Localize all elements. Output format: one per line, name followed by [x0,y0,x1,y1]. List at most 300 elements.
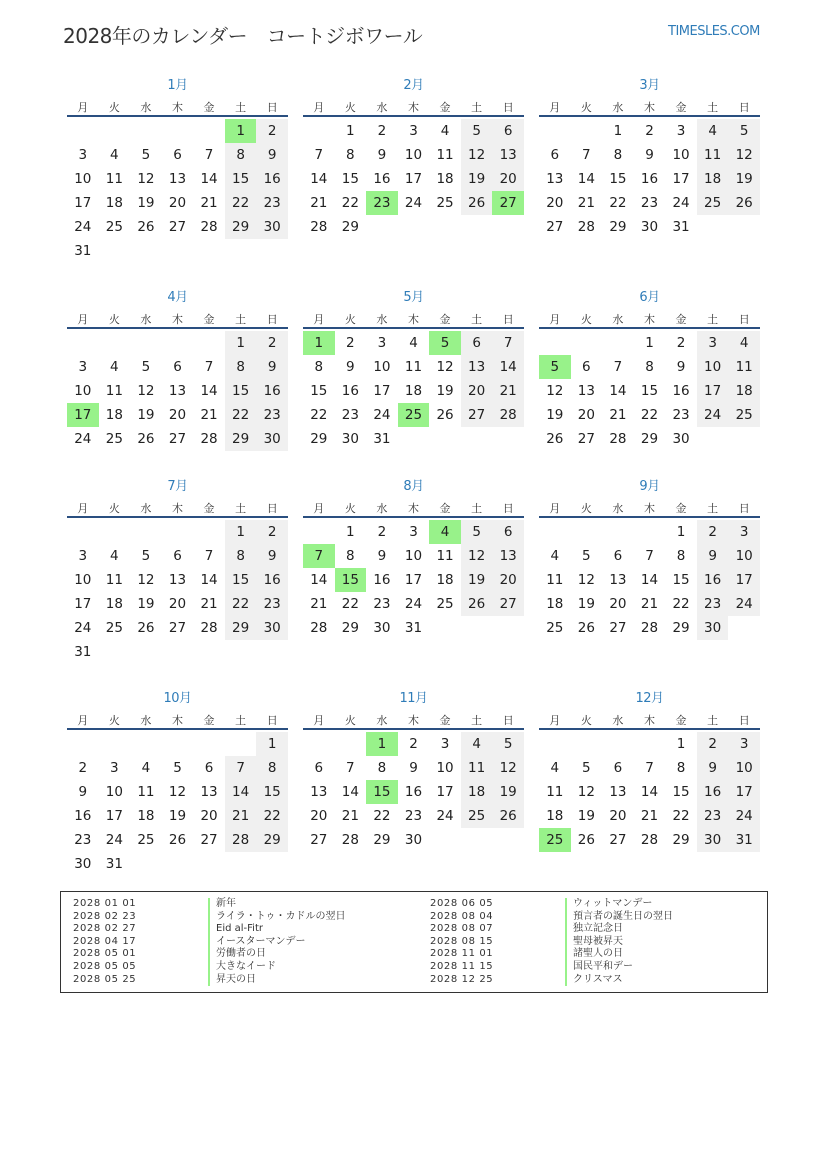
holiday-date: 2028 02 23 [73,910,137,922]
day-cell: 15 [225,167,257,191]
day-cell: 4 [440,123,450,139]
day-cell: 5 [728,119,760,143]
day-cell: 17 [436,784,454,800]
day-cell: 18 [404,383,423,399]
day-cell: 23 [256,403,288,427]
day-cell: 6 [550,147,560,163]
day-cell: 15 [310,383,328,399]
day-cell: 3 [409,123,418,139]
day-cell: 15 [225,568,257,592]
day-cell: 17 [404,572,423,588]
weekday-label: 木 [407,101,419,114]
day-cell: 30 [404,832,423,848]
day-cell: 3 [440,736,450,752]
day-cell: 23 [256,592,288,616]
day-cell: 8 [613,147,623,163]
day-cell: 16 [373,171,391,187]
day-cell: 7 [204,548,214,564]
holiday-name: 国民平和デー [565,961,633,974]
month-title: 9月 [639,479,660,494]
day-cell: 11 [137,784,155,800]
day-cell: 16 [672,383,690,399]
weekday-label: 水 [376,502,388,515]
day-cell: 8 [225,143,257,167]
day-cell: 14 [640,784,659,800]
day-cell: 8 [346,548,355,564]
weekday-label: 土 [235,502,247,515]
day-cell: 5 [461,520,493,544]
weekday-label: 土 [707,714,719,727]
day-cell: 25 [105,620,123,636]
day-cell: 22 [310,407,328,423]
day-cell: 25 [105,219,123,235]
weekday-label: 水 [612,714,624,727]
weekday-label: 土 [707,101,719,114]
holiday-name: 昇天の日 [208,974,256,987]
day-cell: 13 [609,784,627,800]
day-cell: 16 [256,568,288,592]
day-cell: 28 [341,832,359,848]
day-cell: 24 [404,596,423,612]
holiday-name: 新年 [208,898,236,911]
day-cell: 8 [346,147,355,163]
weekday-label: 火 [108,313,120,326]
day-cell: 18 [105,195,123,211]
day-cell: 28 [310,219,328,235]
holiday-date: 2028 08 15 [430,935,494,947]
weekday-label: 金 [439,714,451,727]
day-cell: 24 [404,195,423,211]
day-cell: 2 [346,335,355,351]
weekday-label: 月 [313,101,325,114]
day-cell: 20 [461,379,493,403]
day-cell: 21 [200,596,218,612]
day-cell: 1 [676,524,686,540]
day-cell: 21 [640,808,659,824]
day-cell: 26 [461,592,493,616]
day-cell: 13 [461,355,493,379]
day-cell: 7 [613,359,623,375]
weekday-label: 火 [344,313,356,326]
holiday-day-cell: 17 [67,403,99,427]
day-cell: 5 [173,760,182,776]
day-cell: 20 [168,195,187,211]
day-cell: 28 [200,219,218,235]
holiday-name: ウィットマンデー [565,898,652,911]
weekday-label: 木 [643,313,655,326]
day-cell: 29 [225,427,257,451]
day-cell: 13 [609,572,627,588]
day-cell: 10 [74,383,92,399]
day-cell: 30 [256,616,288,640]
weekday-label: 月 [313,714,325,727]
day-cell: 20 [609,596,627,612]
day-cell: 4 [461,732,493,756]
day-cell: 2 [697,732,729,756]
day-cell: 6 [492,520,524,544]
day-cell: 22 [672,596,690,612]
day-cell: 2 [78,760,88,776]
day-cell: 26 [461,191,493,215]
day-cell: 26 [137,431,155,447]
holiday-name: 諸聖人の日 [565,948,623,961]
day-cell: 1 [613,123,623,139]
day-cell: 26 [546,431,564,447]
day-cell: 20 [310,808,328,824]
holiday-date: 2028 11 01 [430,948,494,960]
day-cell: 3 [409,524,418,540]
day-cell: 3 [78,147,88,163]
day-cell: 28 [609,431,627,447]
day-cell: 6 [613,760,623,776]
weekday-label: 日 [266,101,278,114]
day-cell: 16 [373,572,391,588]
day-cell: 5 [141,147,151,163]
day-cell: 15 [256,780,288,804]
weekday-label: 月 [313,502,325,515]
holiday-date: 2028 11 15 [430,960,494,972]
weekday-label: 火 [580,714,592,727]
day-cell: 15 [609,171,627,187]
day-cell: 29 [341,219,359,235]
day-cell: 13 [577,383,595,399]
weekday-label: 火 [108,101,120,114]
day-cell: 30 [256,215,288,239]
day-cell: 16 [640,171,659,187]
day-cell: 18 [546,596,564,612]
weekday-header [303,309,524,329]
weekday-label: 土 [235,101,247,114]
day-cell: 9 [78,784,88,800]
day-cell: 5 [461,119,493,143]
day-cell: 17 [373,383,391,399]
day-cell: 29 [373,832,391,848]
day-cell: 31 [728,828,760,852]
day-cell: 19 [436,383,454,399]
weekday-label: 金 [439,101,451,114]
day-cell: 3 [110,760,119,776]
day-cell: 13 [492,544,524,568]
day-cell: 13 [310,784,328,800]
day-cell: 22 [225,191,257,215]
day-cell: 12 [461,143,493,167]
weekday-label: 金 [439,502,451,515]
weekday-label: 木 [171,313,183,326]
holiday-date: 2028 05 05 [73,960,137,972]
day-cell: 14 [492,355,524,379]
day-cell: 3 [78,548,88,564]
weekday-label: 火 [344,101,356,114]
day-cell: 16 [74,808,92,824]
day-cell: 11 [105,383,123,399]
day-cell: 8 [676,548,686,564]
day-cell: 25 [728,403,760,427]
day-cell: 25 [436,596,454,612]
day-cell: 17 [74,195,92,211]
day-cell: 6 [173,147,182,163]
day-cell: 29 [640,431,659,447]
day-cell: 2 [377,524,387,540]
day-cell: 4 [697,119,729,143]
day-cell: 20 [168,407,187,423]
day-cell: 4 [728,331,760,355]
weekday-label: 火 [580,313,592,326]
month-title: 7月 [167,479,188,494]
holiday-day-cell: 25 [539,828,571,852]
day-cell: 31 [74,644,92,660]
month-title: 3月 [639,78,660,93]
weekday-label: 金 [203,502,215,515]
day-cell: 21 [577,195,595,211]
day-cell: 15 [640,383,659,399]
day-cell: 29 [672,832,690,848]
day-cell: 10 [373,359,391,375]
day-cell: 20 [492,167,524,191]
day-cell: 14 [609,383,627,399]
holiday-list [60,891,768,993]
day-cell: 9 [377,147,387,163]
weekday-label: 土 [707,313,719,326]
day-cell: 9 [256,143,288,167]
day-cell: 24 [74,620,92,636]
day-cell: 19 [137,596,155,612]
day-cell: 12 [461,544,493,568]
weekday-label: 金 [675,502,687,515]
day-cell: 12 [137,572,155,588]
weekday-header [67,498,288,518]
day-cell: 15 [672,784,690,800]
day-cell: 10 [404,548,423,564]
weekday-label: 日 [738,313,750,326]
weekday-header [539,710,760,730]
day-cell: 28 [200,620,218,636]
weekday-label: 木 [643,101,655,114]
day-cell: 26 [577,832,595,848]
day-cell: 13 [546,171,564,187]
day-cell: 28 [640,620,659,636]
weekday-label: 日 [738,101,750,114]
day-cell: 27 [492,592,524,616]
weekday-label: 木 [407,714,419,727]
day-cell: 1 [645,335,654,351]
day-cell: 30 [74,856,92,872]
day-cell: 24 [373,407,391,423]
day-cell: 26 [577,620,595,636]
day-cell: 15 [672,572,690,588]
weekday-label: 月 [549,313,561,326]
day-cell: 10 [672,147,690,163]
day-cell: 14 [310,572,328,588]
day-cell: 12 [137,171,155,187]
weekday-label: 金 [439,313,451,326]
day-cell: 7 [225,756,257,780]
weekday-label: 水 [612,101,624,114]
weekday-label: 水 [140,313,152,326]
weekday-label: 火 [344,714,356,727]
holiday-day-cell: 15 [335,568,367,592]
weekday-label: 月 [77,502,89,515]
day-cell: 6 [461,331,493,355]
day-cell: 22 [225,592,257,616]
day-cell: 24 [672,195,690,211]
weekday-label: 金 [203,714,215,727]
weekday-header [67,309,288,329]
day-cell: 11 [436,147,454,163]
day-cell: 14 [200,171,218,187]
holiday-date: 2028 08 07 [430,923,494,935]
day-cell: 23 [74,832,92,848]
day-cell: 25 [436,195,454,211]
holiday-day-cell: 1 [303,331,335,355]
holiday-name: 労働者の日 [208,948,266,961]
weekday-label: 金 [675,101,687,114]
day-cell: 20 [492,568,524,592]
day-cell: 7 [582,147,591,163]
day-cell: 23 [697,804,729,828]
day-cell: 24 [728,592,760,616]
day-cell: 5 [492,732,524,756]
day-cell: 16 [256,379,288,403]
day-cell: 13 [168,171,187,187]
holiday-day-cell: 7 [303,544,335,568]
day-cell: 17 [74,596,92,612]
day-cell: 7 [204,147,214,163]
day-cell: 1 [346,123,355,139]
day-cell: 9 [256,355,288,379]
day-cell: 22 [609,195,627,211]
day-cell: 20 [609,808,627,824]
day-cell: 23 [640,195,659,211]
day-cell: 19 [137,195,155,211]
day-cell: 23 [373,596,391,612]
weekday-label: 日 [266,502,278,515]
day-cell: 25 [697,191,729,215]
day-cell: 13 [200,784,218,800]
day-cell: 8 [225,355,257,379]
day-cell: 28 [492,403,524,427]
day-cell: 1 [346,524,355,540]
day-cell: 6 [314,760,324,776]
day-cell: 29 [225,616,257,640]
day-cell: 5 [141,548,151,564]
holiday-day-cell: 1 [366,732,398,756]
day-cell: 14 [310,171,328,187]
weekday-label: 水 [376,101,388,114]
holiday-date: 2028 12 25 [430,973,494,985]
weekday-label: 火 [580,101,592,114]
day-cell: 19 [577,596,595,612]
weekday-label: 月 [77,313,89,326]
weekday-label: 木 [171,502,183,515]
day-cell: 14 [577,171,595,187]
day-cell: 21 [310,596,328,612]
day-cell: 22 [225,403,257,427]
day-cell: 3 [728,732,760,756]
day-cell: 1 [225,331,257,355]
day-cell: 23 [672,407,690,423]
holiday-day-cell: 25 [398,403,430,427]
day-cell: 20 [168,596,187,612]
day-cell: 2 [256,331,288,355]
day-cell: 18 [546,808,564,824]
day-cell: 17 [728,780,760,804]
day-cell: 22 [341,195,359,211]
day-cell: 6 [613,548,623,564]
day-cell: 5 [582,760,591,776]
month-title: 11月 [399,691,428,706]
weekday-label: 火 [344,502,356,515]
day-cell: 11 [436,548,454,564]
day-cell: 9 [676,359,686,375]
day-cell: 11 [461,756,493,780]
holiday-day-cell: 15 [366,780,398,804]
day-cell: 27 [609,832,627,848]
day-cell: 30 [256,427,288,451]
holiday-name: ライラ・トゥ・カドルの翌日 [208,911,345,924]
weekday-label: 土 [707,502,719,515]
day-cell: 10 [74,171,92,187]
day-cell: 14 [200,383,218,399]
day-cell: 2 [256,520,288,544]
holiday-day-cell: 1 [225,119,257,143]
day-cell: 1 [676,736,686,752]
day-cell: 8 [645,359,654,375]
holiday-name: 大きなイード [208,961,276,974]
day-cell: 4 [141,760,151,776]
day-cell: 4 [110,548,119,564]
day-cell: 16 [697,568,729,592]
day-cell: 21 [200,195,218,211]
day-cell: 24 [74,431,92,447]
day-cell: 5 [582,548,591,564]
day-cell: 14 [225,780,257,804]
day-cell: 10 [105,784,123,800]
day-cell: 11 [728,355,760,379]
weekday-label: 土 [235,313,247,326]
day-cell: 2 [676,335,686,351]
day-cell: 26 [728,191,760,215]
weekday-header [539,97,760,117]
day-cell: 8 [377,760,387,776]
day-cell: 22 [341,596,359,612]
weekday-label: 水 [612,502,624,515]
day-cell: 21 [200,407,218,423]
weekday-label: 日 [502,714,514,727]
day-cell: 15 [341,171,359,187]
day-cell: 2 [645,123,654,139]
day-cell: 4 [110,147,119,163]
site-brand[interactable]: TIMESLES.COM [668,24,760,39]
weekday-header [539,309,760,329]
day-cell: 16 [256,167,288,191]
day-cell: 17 [672,171,690,187]
day-cell: 9 [645,147,654,163]
day-cell: 17 [697,379,729,403]
day-cell: 21 [492,379,524,403]
weekday-header [539,498,760,518]
month-title: 8月 [403,479,424,494]
day-cell: 26 [492,804,524,828]
day-cell: 22 [373,808,391,824]
day-cell: 11 [105,572,123,588]
weekday-label: 月 [313,313,325,326]
holiday-day-cell: 23 [366,191,398,215]
day-cell: 15 [225,379,257,403]
day-cell: 30 [373,620,391,636]
day-cell: 17 [728,568,760,592]
day-cell: 28 [200,431,218,447]
day-cell: 11 [546,572,564,588]
